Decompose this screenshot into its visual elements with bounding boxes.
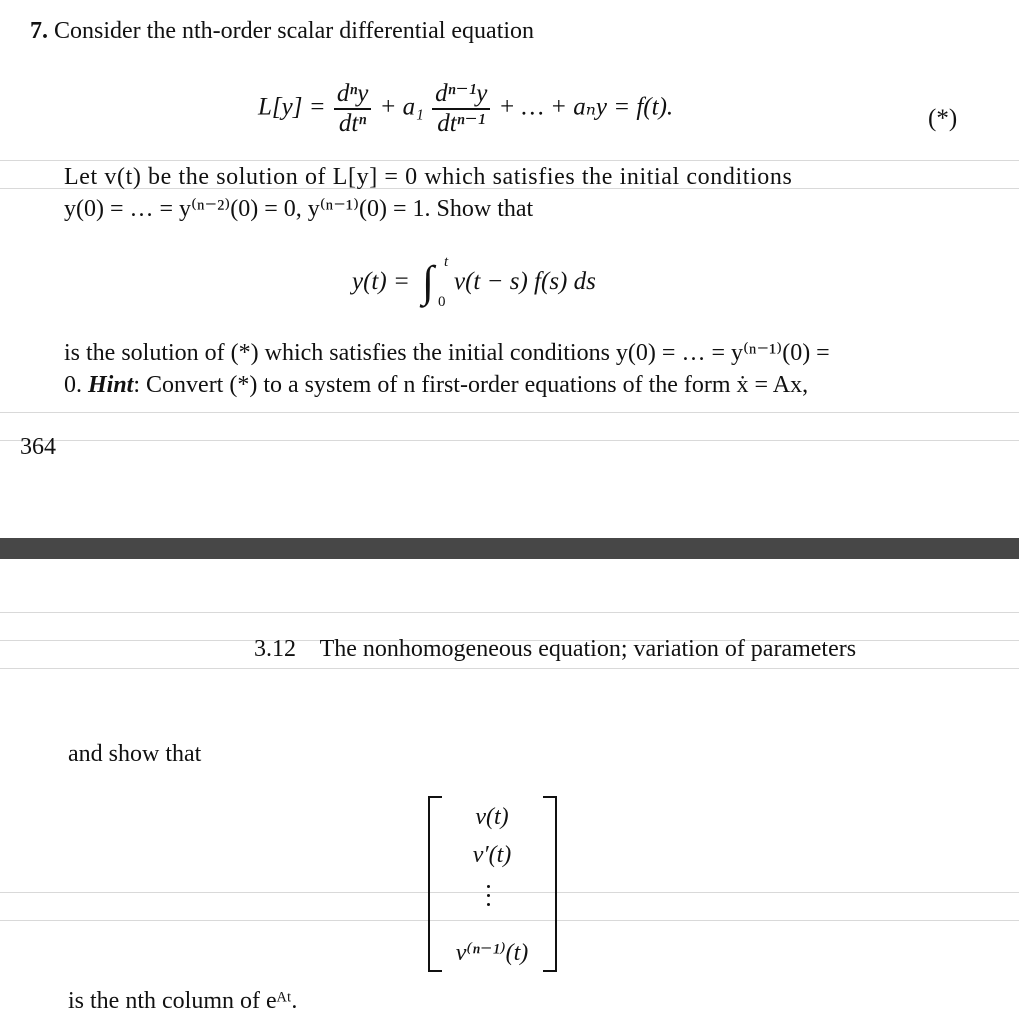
vector-entry-v-prime: v′(t)	[472, 842, 512, 868]
problem-intro: Consider the nth-order scalar differential equation	[54, 18, 535, 44]
vector-entry-v: v(t)	[475, 804, 509, 830]
problem-number: 7.	[30, 18, 48, 44]
integral-lhs: y(t) =	[352, 268, 410, 295]
scan-rule	[0, 612, 1019, 613]
equation-lhs: L[y] =	[258, 93, 326, 121]
hint-label: Hint	[88, 372, 134, 398]
vector-entry-v-n-minus-1: v⁽ⁿ⁻¹⁾(t)	[455, 940, 529, 966]
section-number: 3.12	[254, 636, 296, 662]
left-bracket	[428, 796, 442, 972]
equation-star	[258, 80, 673, 138]
paragraph1-line2: y(0) = … = y⁽ⁿ⁻²⁾(0) = 0, y⁽ⁿ⁻¹⁾(0) = 1. Show that	[64, 196, 534, 222]
scan-rule	[0, 412, 1019, 413]
fraction-dny-dtn	[334, 80, 371, 138]
page-divider	[0, 538, 1019, 559]
equation-rest: + … + aₙy = f(t).	[498, 93, 674, 121]
fraction-denominator: dtⁿ	[338, 110, 367, 137]
integral-sign: ∫	[422, 257, 435, 306]
scan-rule	[0, 668, 1019, 669]
paragraph2-zero: 0.	[64, 372, 82, 398]
fraction-denominator: dtⁿ⁻¹	[437, 110, 486, 137]
page-number: 364	[20, 434, 56, 460]
scan-rule	[0, 160, 1019, 161]
equation-a1-term: + a₁	[379, 93, 424, 121]
scan-rule	[0, 892, 1019, 893]
paragraph2-hint-text: : Convert (*) to a system of n first-order equations of the form ẋ = Ax,	[133, 372, 809, 398]
paragraph2-line1: is the solution of (*) which satisfies the initial conditions y(0) = … = y⁽ⁿ⁻¹⁾(0) =	[64, 340, 830, 366]
scan-rule	[0, 440, 1019, 441]
equation-tag: (*)	[928, 105, 958, 132]
fraction-numerator: dⁿy	[334, 80, 371, 110]
vertical-ellipsis	[487, 885, 491, 912]
scan-rule	[0, 920, 1019, 921]
problem-heading	[30, 16, 534, 46]
paragraph1-line1: Let v(t) be the solution of L[y] = 0 which satisfies the initial conditions	[64, 164, 793, 190]
fraction-dn1y-dtn1	[432, 80, 490, 138]
fraction-numerator: dⁿ⁻¹y	[432, 80, 490, 110]
running-header	[254, 634, 856, 664]
closing-sentence: is the nth column of eᴬᵗ.	[68, 988, 298, 1014]
and-show-that: and show that	[68, 741, 202, 767]
integral-integrand: v(t − s) f(s) ds	[454, 268, 596, 295]
paragraph2-line2	[64, 370, 808, 400]
integral-upper-limit: t	[444, 254, 449, 270]
right-bracket	[543, 796, 557, 972]
section-title: The nonhomogeneous equation; variation of parameters	[319, 636, 857, 662]
integral-lower-limit: 0	[438, 294, 446, 310]
